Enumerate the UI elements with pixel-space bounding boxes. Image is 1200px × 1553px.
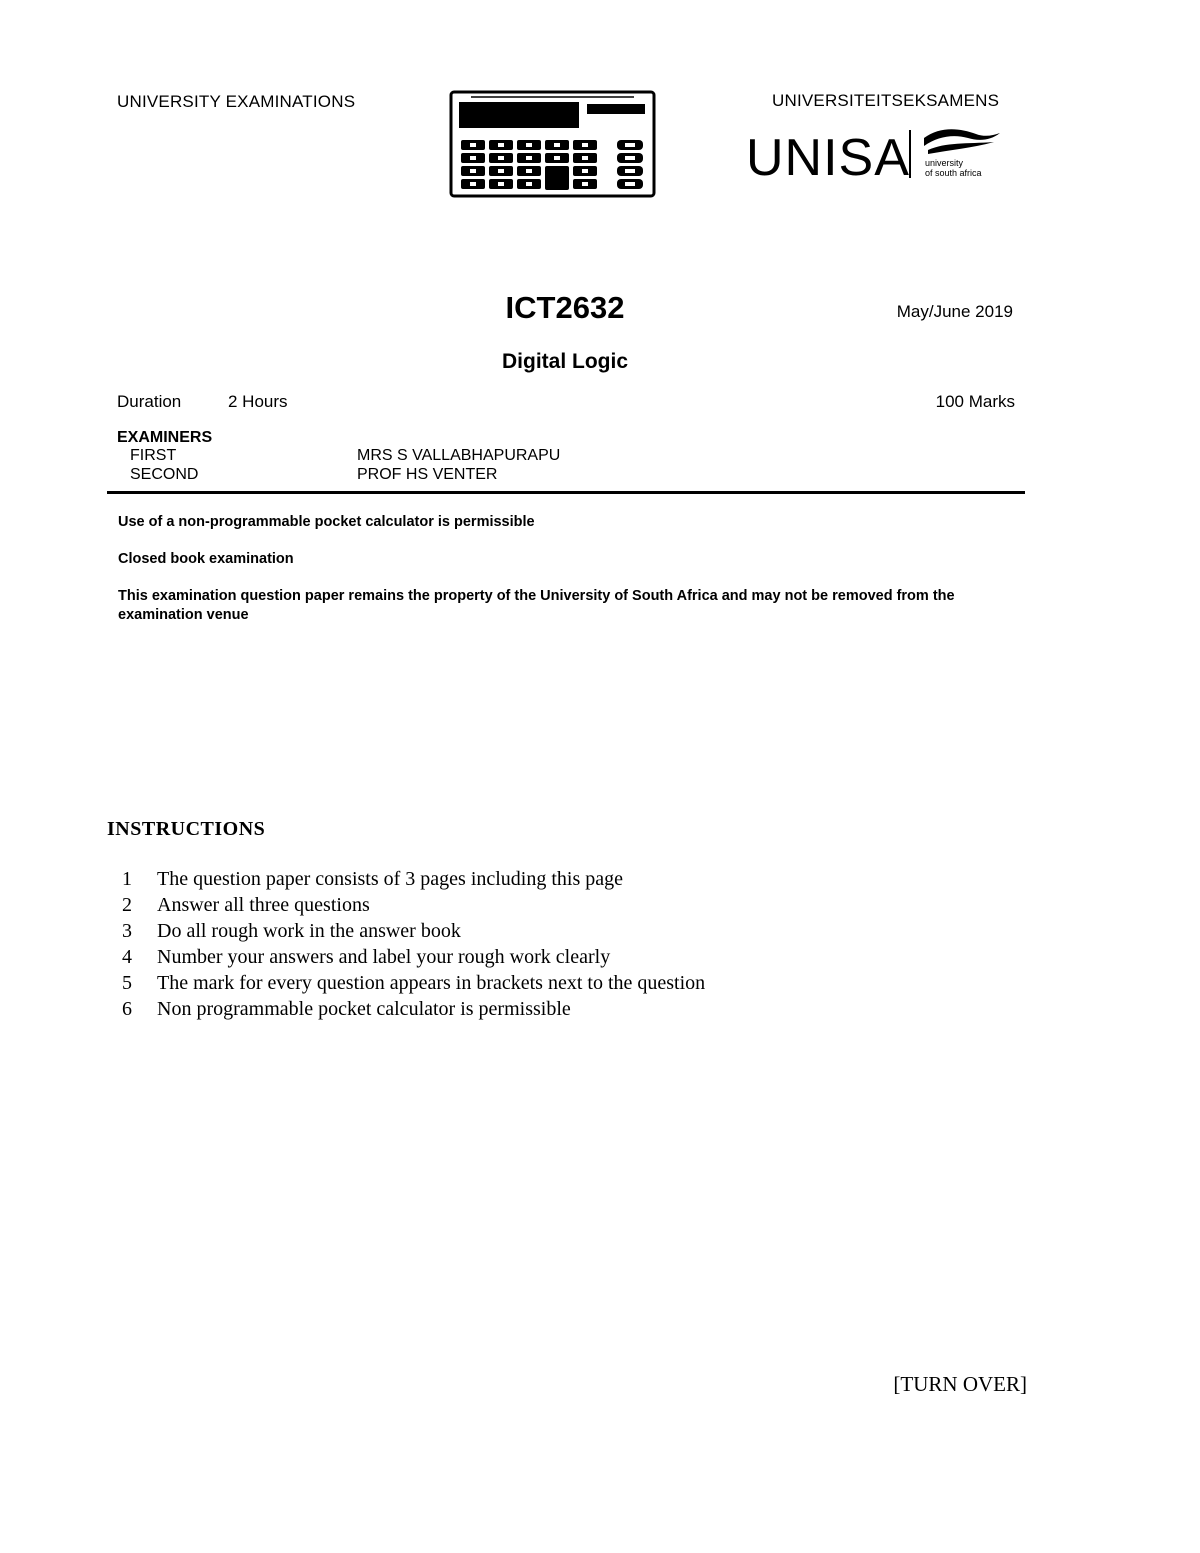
property-note: This examination question paper remains the property of the University of South Africa and may not be removed from the examination venue [118,588,955,623]
instruction-number: 5 [122,972,132,994]
first-examiner-role: FIRST [130,447,177,464]
unisa-tagline-line2: of south africa [925,168,982,178]
list-item [122,996,705,1022]
duration-value: 2 Hours [228,392,288,411]
instructions-heading: INSTRUCTIONS [107,818,266,840]
instruction-number: 6 [122,998,132,1020]
instruction-text: Do all rough work in the answer book [157,920,461,942]
list-item [122,944,705,970]
header-divider [107,491,1025,494]
exam-date: May/June 2019 [896,302,1013,321]
instruction-number: 4 [122,946,132,968]
instructions-list [122,866,705,1022]
unisa-logo-wordmark: UNISA [746,129,910,187]
examiners-heading: EXAMINERS [117,429,213,446]
instruction-text: Answer all three questions [157,894,370,916]
university-examinations-label: UNIVERSITY EXAMINATIONS [117,92,356,111]
instruction-number: 1 [122,868,132,890]
unisa-tagline-line1: university [925,158,964,168]
instruction-text: Non programmable pocket calculator is permissible [157,998,571,1020]
list-item [122,866,705,892]
instruction-text: The mark for every question appears in brackets next to the question [157,972,706,994]
list-item [122,892,705,918]
instruction-text: Number your answers and label your rough work clearly [157,946,611,968]
instruction-number: 2 [122,894,132,916]
turn-over-label: [TURN OVER] [893,1372,1027,1396]
course-title: Digital Logic [502,350,628,373]
list-item [122,918,705,944]
calculator-icon [449,90,656,198]
course-code: ICT2632 [505,290,625,325]
universiteitseksamens-label: UNIVERSITEITSEKSAMENS [772,91,1000,110]
first-examiner-name: MRS S VALLABHAPURAPU [357,447,561,464]
instruction-text: The question paper consists of 3 pages including this page [157,868,624,890]
duration-label: Duration [117,392,182,411]
list-item [122,970,705,996]
second-examiner-name: PROF HS VENTER [357,466,498,483]
second-examiner-role: SECOND [130,466,199,483]
calculator-note: Use of a non-programmable pocket calculator is permissible [118,514,535,530]
closed-book-note: Closed book examination [118,551,294,567]
total-marks: 100 Marks [935,392,1015,411]
instruction-number: 3 [122,920,132,942]
